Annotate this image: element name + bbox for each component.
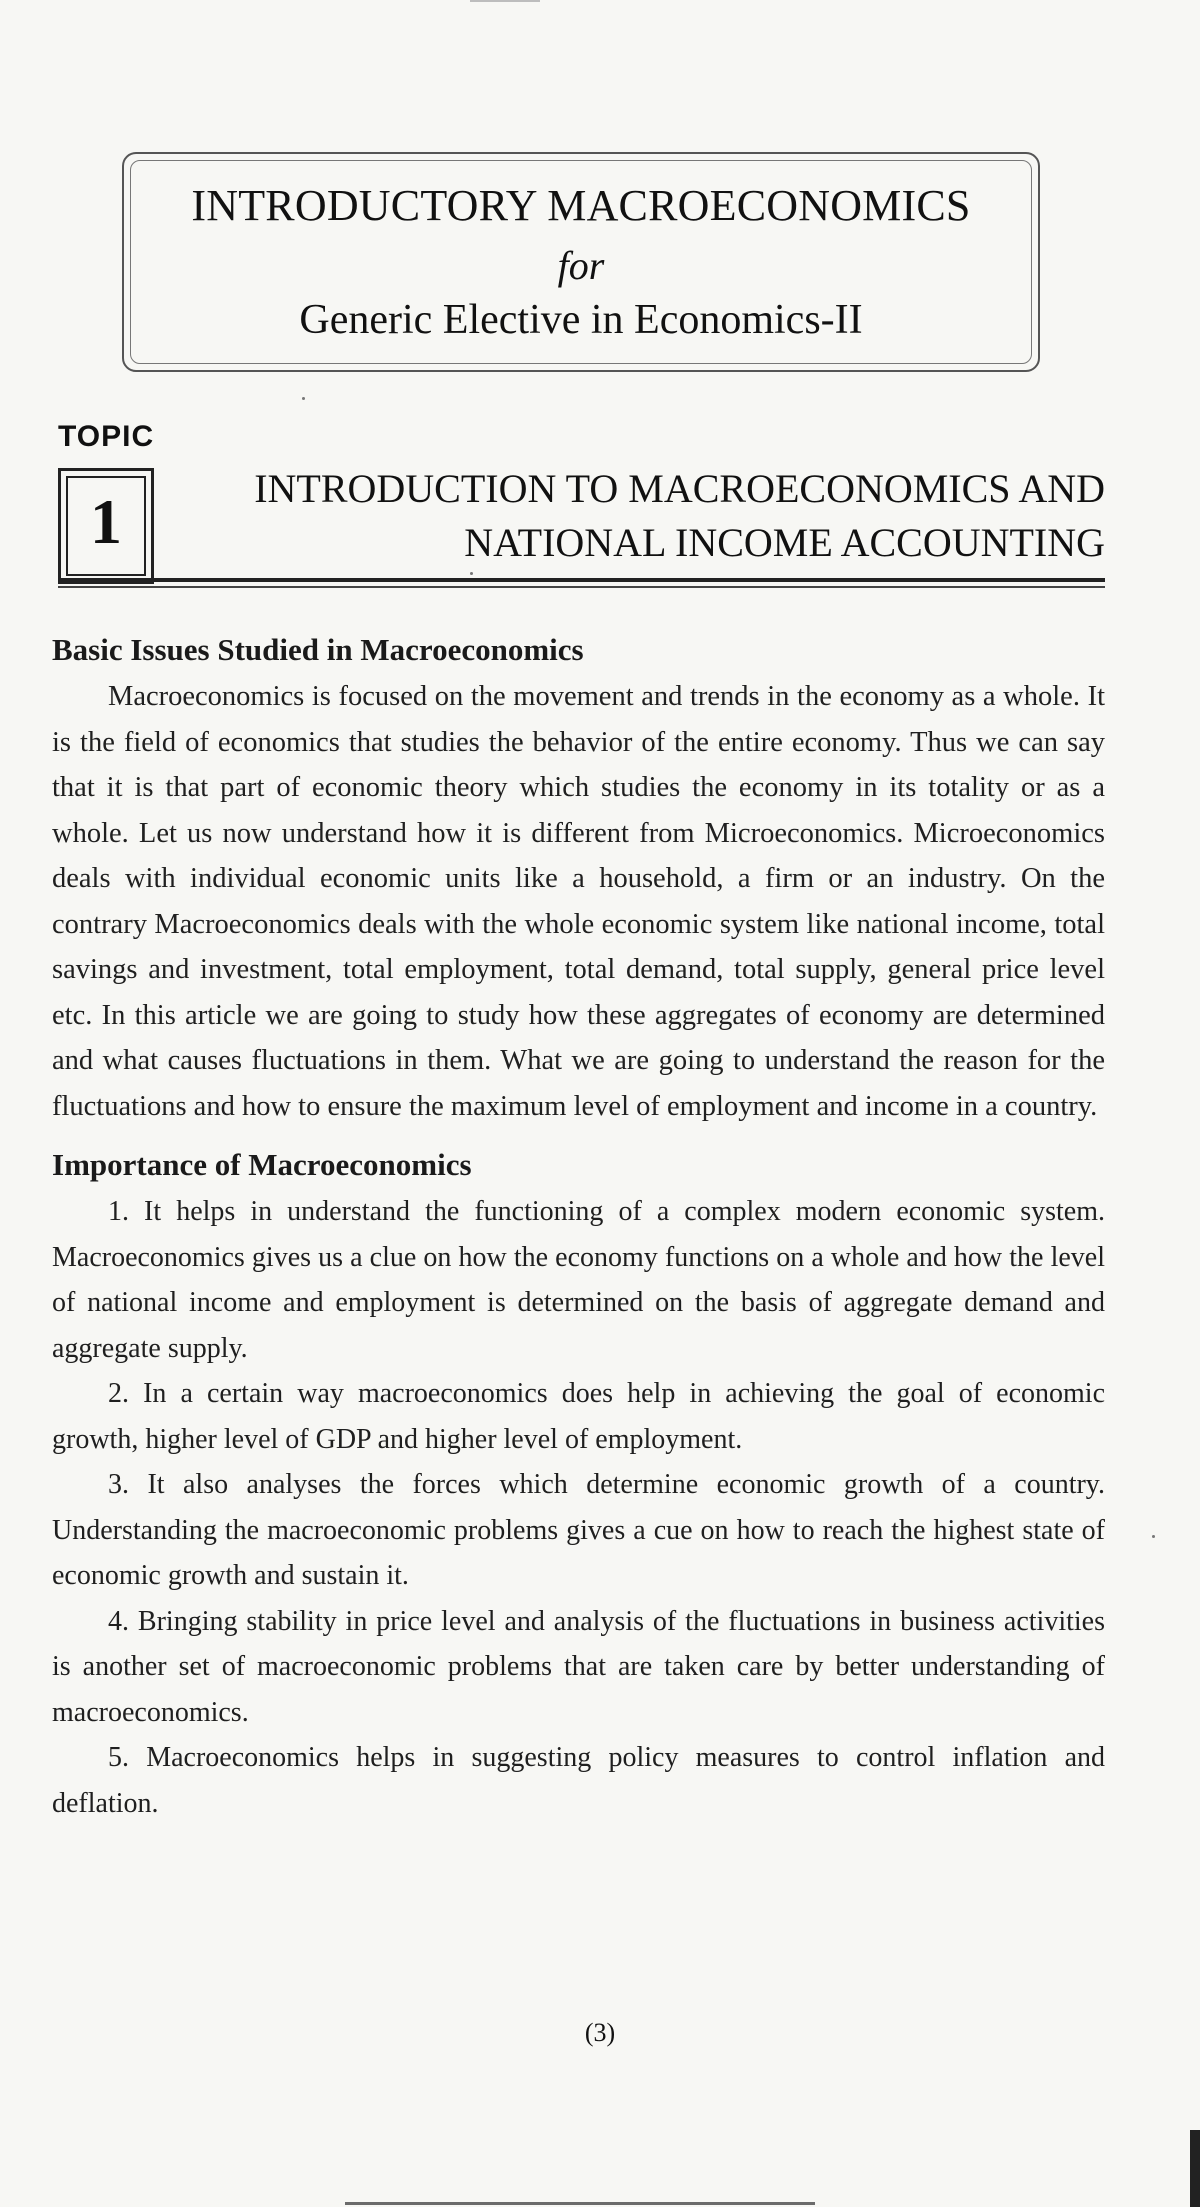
chapter-title-line2: NATIONAL INCOME ACCOUNTING [464, 520, 1105, 565]
chapter-title [254, 462, 1105, 570]
scan-artifact-top [470, 0, 540, 2]
book-title-connector: for [557, 243, 605, 288]
section-heading-importance: Importance of Macroeconomics [52, 1147, 472, 1182]
scan-artifact-edge [1190, 2130, 1200, 2207]
chapter-body [52, 630, 1105, 1826]
book-title: INTRODUCTORY MACROECONOMICS [191, 181, 971, 230]
topic-number-box [58, 468, 154, 584]
scan-speck [302, 397, 305, 400]
list-item: 1. It helps in understand the functioning of a complex modern economic system. Macroeconomics gives us a clue on how the economy functions on a whole and how the level of national income and employment is determined on the basis of aggregate demand and aggregate supply. [52, 1196, 1105, 1364]
chapter-divider [58, 578, 1105, 582]
scan-speck [470, 572, 473, 575]
list-item: 3. It also analyses the forces which determine economic growth of a country. Understanding the macroeconomic problems gives a cue on how to reach the highest state of economic growth and sustain it. [52, 1469, 1105, 1591]
book-subtitle: Generic Elective in Economics-II [299, 297, 863, 343]
section-paragraph-basic-issues: Macroeconomics is focused on the movement and trends in the economy as a whole. It is the field of economics that studies the behavior of the entire economy. Thus we can say that it is that part of economic theory which studies the economy in its totality or as a whole. Let us now understand how it is different from Microeconomics. Microeconomics deals with individual economic units like a household, a firm or an industry. On the contrary Macroeconomics deals with the whole economic system like national income, total savings and investment, total employment, total demand, total supply, general price level etc. In this article we are going to study how these aggregates of economy are determined and what causes fluctuations in them. What we are going to understand the reason for the fluctuations and how to ensure the maximum level of employment and income in a country. [52, 681, 1105, 1122]
topic-label: TOPIC [58, 420, 155, 453]
chapter-title-line1: INTRODUCTION TO MACROECONOMICS AND [254, 466, 1105, 511]
list-item: 5. Macroeconomics helps in suggesting policy measures to control inflation and deflation. [52, 1742, 1105, 1819]
section-heading-basic-issues: Basic Issues Studied in Macroeconomics [52, 632, 584, 667]
page-number: (3) [584, 2018, 616, 2047]
book-title-frame [122, 152, 1040, 372]
scan-artifact-bottom [345, 2202, 815, 2205]
chapter-divider-thin [58, 586, 1105, 588]
list-item: 4. Bringing stability in price level and analysis of the fluctuations in business activities is another set of macroeconomic problems that are taken care by better understanding of macroeconomics. [52, 1605, 1105, 1728]
scan-speck [1152, 1535, 1155, 1538]
topic-number: 1 [90, 486, 122, 557]
list-item: 2. In a certain way macroeconomics does help in achieving the goal of economic growth, higher level of GDP and higher level of employment. [52, 1378, 1105, 1455]
